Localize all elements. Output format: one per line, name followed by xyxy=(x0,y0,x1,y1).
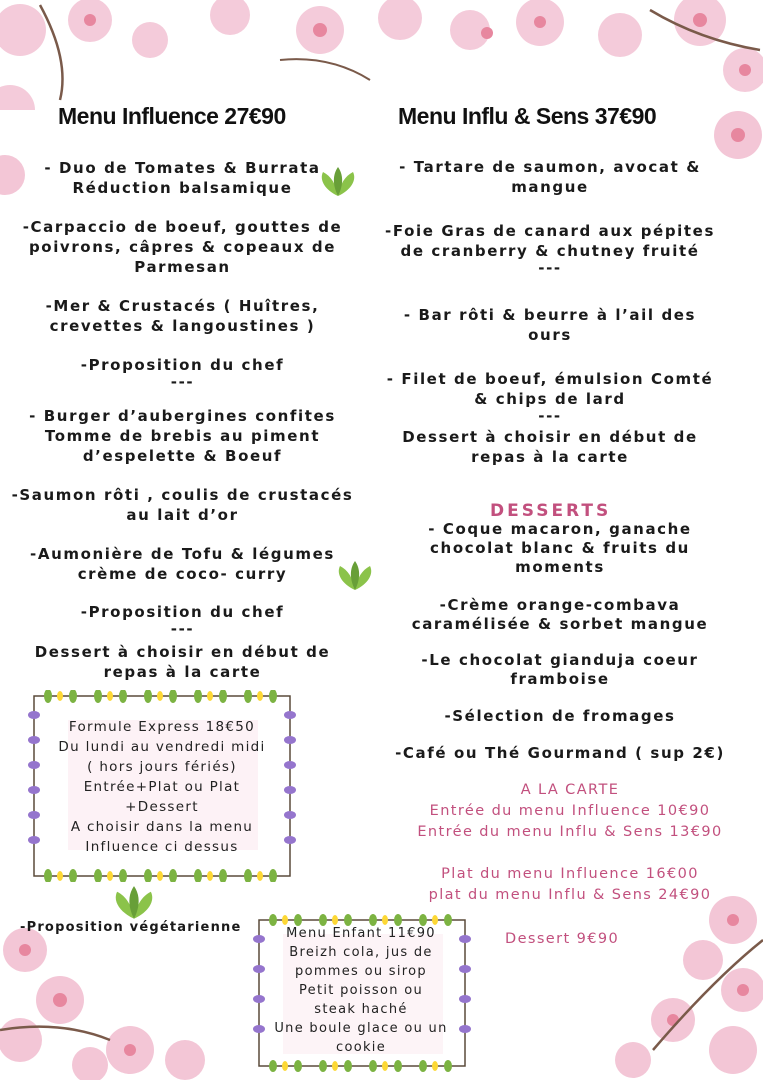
influence-item-3: -Mer & Crustacés ( Huîtres, crevettes & langoustines ) xyxy=(45,297,320,335)
lotus-leaf-icon xyxy=(107,885,161,921)
influence-item-4: -Proposition du chef --- xyxy=(80,356,285,391)
influ-sens-item-1: - Tartare de saumon, avocat & mangue xyxy=(399,158,701,196)
cherry-blossom-decoration-bottom-right xyxy=(593,880,763,1080)
desserts-title: DESSERTS xyxy=(490,501,612,521)
lotus-leaf-icon xyxy=(332,560,378,592)
cherry-blossom-decoration-top xyxy=(0,0,763,110)
menu-enfant-box: Menu Enfant 11€90 Breizh cola, jus de pommes ou sirop Petit poisson ou steak haché Une boule glace ou un cookie xyxy=(274,926,448,1055)
cherry-blossom-decoration-bottom-left xyxy=(0,910,220,1080)
a-la-carte-section: A LA CARTE Entrée du menu Influence 10€90 Entrée du menu Influ & Sens 13€90 Plat du menu Influence 16€00 plat du menu Influ & Sens 24€90 xyxy=(417,782,723,903)
dessert-item-5: -Café ou Thé Gourmand ( sup 2€) xyxy=(395,744,725,762)
vegetarian-note: -Proposition végétarienne xyxy=(20,920,242,935)
dessert-item-3: -Le chocolat gianduja coeur framboise xyxy=(421,651,699,688)
influence-item-7: -Aumonière de Tofu & légumes crème de coco- curry xyxy=(30,545,335,583)
influence-item-5: - Burger d’aubergines confites Tomme de brebis au piment d’espelette & Boeuf xyxy=(29,407,336,465)
formule-express-box: Formule Express 18€50 Du lundi au vendredi midi ( hors jours fériés) Entrée+Plat ou Plat +Dessert A choisir dans la menu Influence ci dessus xyxy=(58,719,266,855)
influence-item-2: -Carpaccio de boeuf, gouttes de poivrons, câpres & copeaux de Parmesan xyxy=(22,218,343,276)
menu-influ-sens-title: Menu Influ & Sens 37€90 xyxy=(398,103,657,129)
dessert-item-4: -Sélection de fromages xyxy=(444,707,676,725)
dessert-item-1: - Coque macaron, ganache chocolat blanc & fruits du moments xyxy=(428,520,692,576)
influ-sens-item-3: - Bar rôti & beurre à l’ail des ours xyxy=(403,306,697,344)
influ-sens-item-2: -Foie Gras de canard aux pépites de cranberry & chutney fruité --- xyxy=(385,222,715,277)
dessert-item-2: -Crème orange-combava caramélisée & sorbet mangue xyxy=(411,596,709,633)
influence-item-1: - Duo de Tomates & Burrata Réduction balsamique xyxy=(44,159,321,197)
influence-item-6: -Saumon rôti , coulis de crustacés au lait d’or xyxy=(11,486,354,524)
menu-influence-title: Menu Influence 27€90 xyxy=(58,103,286,129)
lotus-leaf-icon xyxy=(315,166,361,198)
a-la-carte-dessert: Dessert 9€90 xyxy=(505,931,620,947)
influ-sens-item-4: - Filet de boeuf, émulsion Comté & chips de lard --- Dessert à choisir en début de repas à la carte xyxy=(386,370,714,466)
influence-item-8: -Proposition du chef --- Dessert à choisir en début de repas à la carte xyxy=(34,603,331,681)
